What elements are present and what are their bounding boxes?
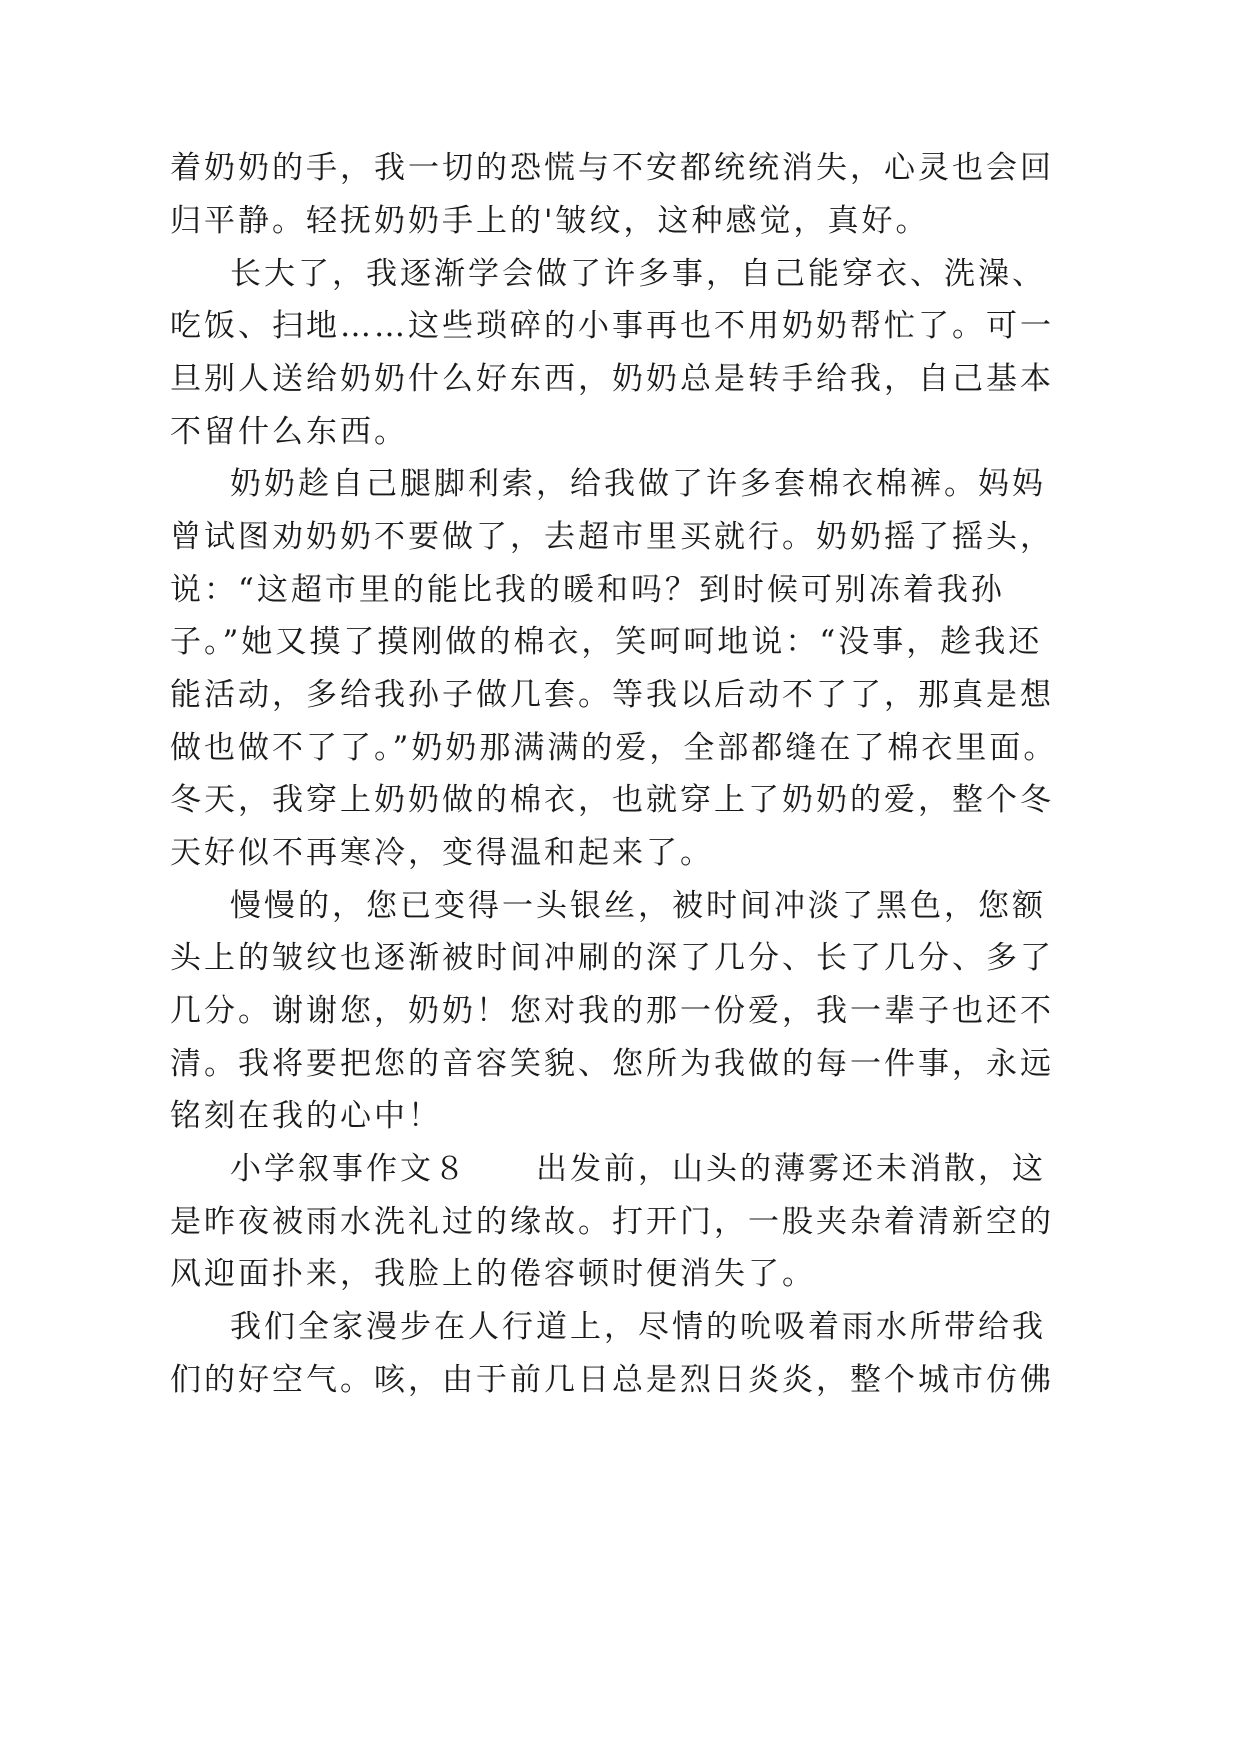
text-line-1: 着奶奶的手，我一切的恐慌与不安都统统消失，心灵也会回 (170, 150, 1054, 186)
text-line-5: 旦别人送给奶奶什么好东西，奶奶总是转手给我，自己基本 (170, 361, 1054, 397)
text-line-10: 子。”她又摸了摸刚做的棉衣，笑呵呵地说：“没事，趁我还 (170, 624, 1043, 660)
text-line-12: 做也做不了了。”奶奶那满满的爱，全部都缝在了棉衣里面。 (170, 730, 1058, 766)
text-line-4: 吃饭、扫地……这些琐碎的小事再也不用奶奶帮忙了。可一 (170, 308, 1054, 344)
text-line-11: 能活动，多给我孙子做几套。等我以后动不了了，那真是想 (170, 677, 1054, 713)
text-line-15: 慢慢的，您已变得一头银丝，被时间冲淡了黑色，您额 (230, 888, 1046, 924)
text-line-22: 风迎面扑来，我脸上的倦容顿时便消失了。 (170, 1256, 816, 1292)
text-line-7: 奶奶趁自己腿脚利索，给我做了许多套棉衣棉裤。妈妈 (230, 466, 1046, 502)
text-line-3: 长大了，我逐渐学会做了许多事，自己能穿衣、洗澡、 (230, 256, 1046, 292)
text-line-9: 说：“这超市里的能比我的暖和吗？到时候可别冻着我孙 (170, 572, 1005, 608)
text-line-13: 冬天，我穿上奶奶做的棉衣，也就穿上了奶奶的爱，整个冬 (170, 782, 1054, 818)
text-line-2: 归平静。轻抚奶奶手上的'皱纹，这种感觉，真好。 (170, 203, 930, 239)
text-line-23: 我们全家漫步在人行道上，尽情的吮吸着雨水所带给我 (230, 1309, 1046, 1345)
text-line-18: 清。我将要把您的音容笑貌、您所为我做的每一件事，永远 (170, 1046, 1054, 1082)
text-line-17: 几分。谢谢您，奶奶！您对我的那一份爱，我一辈子也还不 (170, 993, 1054, 1029)
text-line-8: 曾试图劝奶奶不要做了，去超市里买就行。奶奶摇了摇头， (170, 519, 1054, 555)
text-line-6: 不留什么东西。 (170, 414, 408, 450)
text-line-19: 铭刻在我的心中！ (170, 1098, 442, 1134)
text-line-14: 天好似不再寒冷，变得温和起来了。 (170, 835, 714, 871)
text-line-16: 头上的皱纹也逐渐被时间冲刷的深了几分、长了几分、多了 (170, 940, 1054, 976)
text-line-20: 小学叙事作文８ 出发前，山头的薄雾还未消散，这 (230, 1151, 1046, 1187)
text-line-21: 是昨夜被雨水洗礼过的缘故。打开门，一股夹杂着清新空的 (170, 1204, 1054, 1240)
text-line-24: 们的好空气。咳，由于前几日总是烈日炎炎，整个城市仿佛 (170, 1362, 1054, 1398)
